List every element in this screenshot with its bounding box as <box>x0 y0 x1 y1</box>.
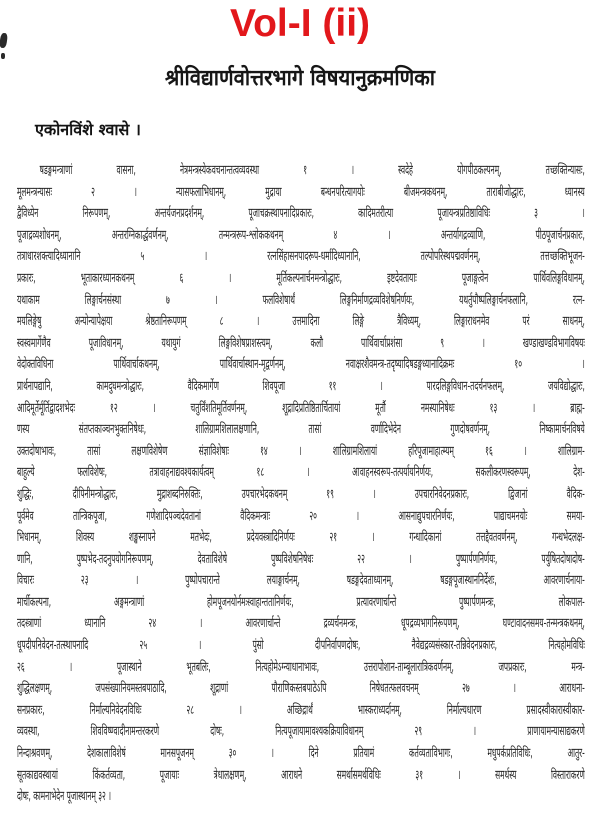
body-line: सूतकाद्यवस्थायां किंकर्तव्यता, पूजायाः त्रेधालक्षणम्, आराधने समर्थासमर्थविधिः ३१ । समर्थस्य विस्ताराकरणे <box>17 767 585 783</box>
body-line: तत्राधारशक्त्यादिध्यानानि ५ । रत्नसिंहासनपादरूप-धर्मादिध्यानानि, तल्पोपरिस्थपद्मवर्णनम्, तत्तच्छक्तिभूजन- <box>17 249 585 265</box>
chapter-subheading: एकोनविंशे श्वासे । <box>35 120 141 139</box>
body-line: द्वैविध्येन निरूपणम्, अन्तर्यजनप्रदर्शनम्, पूजाचक्रस्थापनादिप्रकारः, कादिमतरीत्या पूजायन्त्रप्रतिष्ठाविधिः ३ । <box>17 206 585 222</box>
body-line: २६ । पूजास्थाने भूतबलिः, नित्यहोमेऽग्न्याधानाभावः, उत्तरापोशान-ताम्बूलारात्रिकवर्णनम्, जपप्रकारः, मन्त्र- <box>17 659 585 675</box>
index-body <box>17 160 585 816</box>
volume-title: Vol-I (ii) <box>229 2 371 45</box>
body-line: दोषः, कामनाभेदेन पूजास्थानम् ३२ । <box>17 789 111 805</box>
body-line: णस्य संतप्तकाञ्चनभुक्तनिषेधः, शालिग्रामशिलालक्षणानि, तासां वर्णादिभेदेन गुणदोषवर्णनम्, निष्कामार्चनविषये <box>17 422 585 438</box>
body-line: मार्चीकल्पना, अङ्गमन्त्राणां होमपूजनयोर्नमःस्वाहान्ततानिर्णयः, प्रत्यावरणार्चान्ते पुष्पार्पणमन्त्रः, लोकपाल- <box>17 594 585 610</box>
body-line: मयलिङ्गेषु अन्योन्यापेक्षया श्रेष्ठतानिरूपणम् ८ । उत्तमादिना लिङ्गे त्रैविध्यम्, लिङ्गाराधनमेव परं साधनम्, <box>17 314 585 330</box>
body-line: बाहुल्ये फलविशेषः, तत्रावाहनाद्यवश्यकार्यत्वम् १८ । आवाहनस्वरूप-तत्पर्यायनिर्णयः, सकलीकरणस्वरूपम्, देश- <box>17 465 585 481</box>
body-line: उक्तदोषाभावः, तासां लक्षणविशेषेण संज्ञाविशेषाः १४ । शालिग्रामशिलायां हरिपूजामाहात्म्यम् १६ । शालिग्राम- <box>17 443 585 459</box>
body-line: व्यवस्था, शिवविष्ण्वादीनामन्तरकरणे दोषः, नित्यपूजायामावश्यकक्रियाविधानम् २९ । प्राणायामन्यासाद्यकरणे <box>17 724 585 740</box>
scan-speck <box>1 53 5 59</box>
scan-speck <box>0 33 8 49</box>
index-paragraph <box>17 160 585 808</box>
body-line: धूपदीपनिवेदन-तत्स्थापनादि २५ । पुंसो दीपनिर्वापणदोषः, नैवेद्यद्रव्यसंस्कार-तन्निवेदनप्रकारः, नित्यहोमविधिः <box>17 638 585 654</box>
body-line: पूजाद्रव्यशोधनम्, अन्तरग्निकार्द्धवर्णनम्, तन्मन्त्ररूप-श्लोककथनम् ४ । अन्तर्यागद्रव्याणि, पीठपूजार्चनप्रकारः, <box>17 227 585 243</box>
body-line: पूर्वमेव तान्त्रिकपूजा, गणेशादिपञ्चदेवतानां वैदिकमन्त्राः २० । आसनाद्युपचारनिर्णयः, पाद्याचमनयोः समया- <box>17 508 585 524</box>
body-line: सनप्रकारः, निर्माल्यनिवेदनविधिः २८ । अच्छिद्रार्थं भास्कराध्यर्दानम्, निर्माल्यधारण प्रसादस्वीकारास्वीकार- <box>17 702 585 718</box>
body-line: यथाकाम लिङ्गार्चनसंस्था ७ । फलविशेषार्थं लिङ्गनिर्माणद्रव्यविशेषनिर्णयः, यथर्तुपौष्पलिङ्गार्चनफलानि, रत्न- <box>17 292 585 308</box>
body-line: णानि, पुष्पभेद-तदनुपयोगनिरूपणम्, देवताविशेषे पुष्पविशेषनिषेधः २२ । पुष्पार्पणनिर्णयः, पर्युषितदोषादोष- <box>17 551 585 567</box>
body-line: शुद्धिलक्षणम्, जपसंख्यानियमस्तबपाठादि, शूद्राणां पौराणिकस्तबपाठेऽपि निषेधतत्फलवचनम् २७ । आराधना- <box>17 681 585 697</box>
page-heading: श्रीविद्यार्णवोत्तरभागे विषयानुक्रमणिका <box>164 66 436 91</box>
body-line: निन्दाश्रवणम्, देशकालाविशेषं मानसपूजनम् ३० । दिने प्रतियामं कर्तव्यताविभागः, मधुपर्कप्रतिविधिः, आतुर- <box>17 746 585 762</box>
body-line: वेदोक्तविधिना पार्थिवार्चाकथनम्, पार्थिवार्चास्थान-मृद्वर्णनम्, नवाक्षरशैवमन्त्र-तदृष्यादिषडङ्गध्यानादिक्रमः १० । <box>17 357 585 373</box>
body-line: शुद्धिः, दीपिनीमन्त्रोद्धारः, मुद्राशब्दनिरुक्तिः, उपचारभेदकथनम् १९ । उपचारनिवेदनप्रकारः, द्विजानां वैदिक- <box>17 486 585 502</box>
body-line: प्रार्थनापद्यानि, कामदुघमन्त्रोद्धारः, वैदिकमार्गेण शिवपूजा ११ । पारदलिङ्गविधान-तदर्चनफलम्, जयविद्योद्धारः, <box>17 378 585 394</box>
body-line: षडङ्गमन्त्राणां वासना, नेत्रमन्त्रस्येकवचनान्तत्वव्यवस्था १ । स्वदेहे योगपीठकल्पनम्, तच्छक्तिन्यासः, <box>39 163 585 178</box>
body-line: स्वस्वमार्गेणैव पूजाविधानम्, यथायुगं लिङ्गविशेषप्राशस्त्यम्, कलौ पार्थिवार्चाप्रशंसा ९ । खण्डाखण्डविभागविषयः <box>17 335 585 351</box>
body-line: मूलमन्त्रन्यासः २ । न्यासफलाभिधानम्, मुद्राया बन्धनपरित्यागयोः बीजमन्त्रकथनम्, ताराबीजोद्धारः, ध्यानस्य <box>17 184 585 200</box>
body-line: भिधानम्, शिवस्य शङ्खस्नापने मतभेदः, प्रदेयवस्त्रादिनिर्णयः २१ । गन्धादिकानां तत्तद्दैवतवर्णनम्, गन्धभेदलक्ष- <box>17 530 585 546</box>
body-line: प्रकारः, भूताकारध्यानकथनम् ६ । मूर्तिकल्पनार्चनमन्त्रोद्धारः, इष्टदेवतायाः पूजाङ्गत्वेन पार्थिवलिङ्गविधानम्, <box>17 270 585 286</box>
body-line: विचारः २३ । पुष्पोपचारान्ते लयाङ्गार्चनम्, षडङ्गदेवताध्यानम्, षडङ्गपूजास्थाननिर्देशः, आवरणार्चनाया- <box>17 573 585 589</box>
body-line: तदस्त्राणां ध्यानानि २४ । आवरणार्चान्ते द्रव्यर्चनमन्त्रः, धूपद्रव्यभागनिरूपणम्, घण्टावादनसमय-तन्मन्त्रकथनम्, <box>17 616 585 632</box>
body-line: आदिमूर्तेर्मूर्तिद्वादशभेदः १२ । चतुर्विंशतिमूर्तिवर्णनम्, शूद्रादिप्रतिष्ठितार्चितायां मूर्तौ नमस्यानिषेधः १३ । ब्राह्म- <box>17 400 585 416</box>
